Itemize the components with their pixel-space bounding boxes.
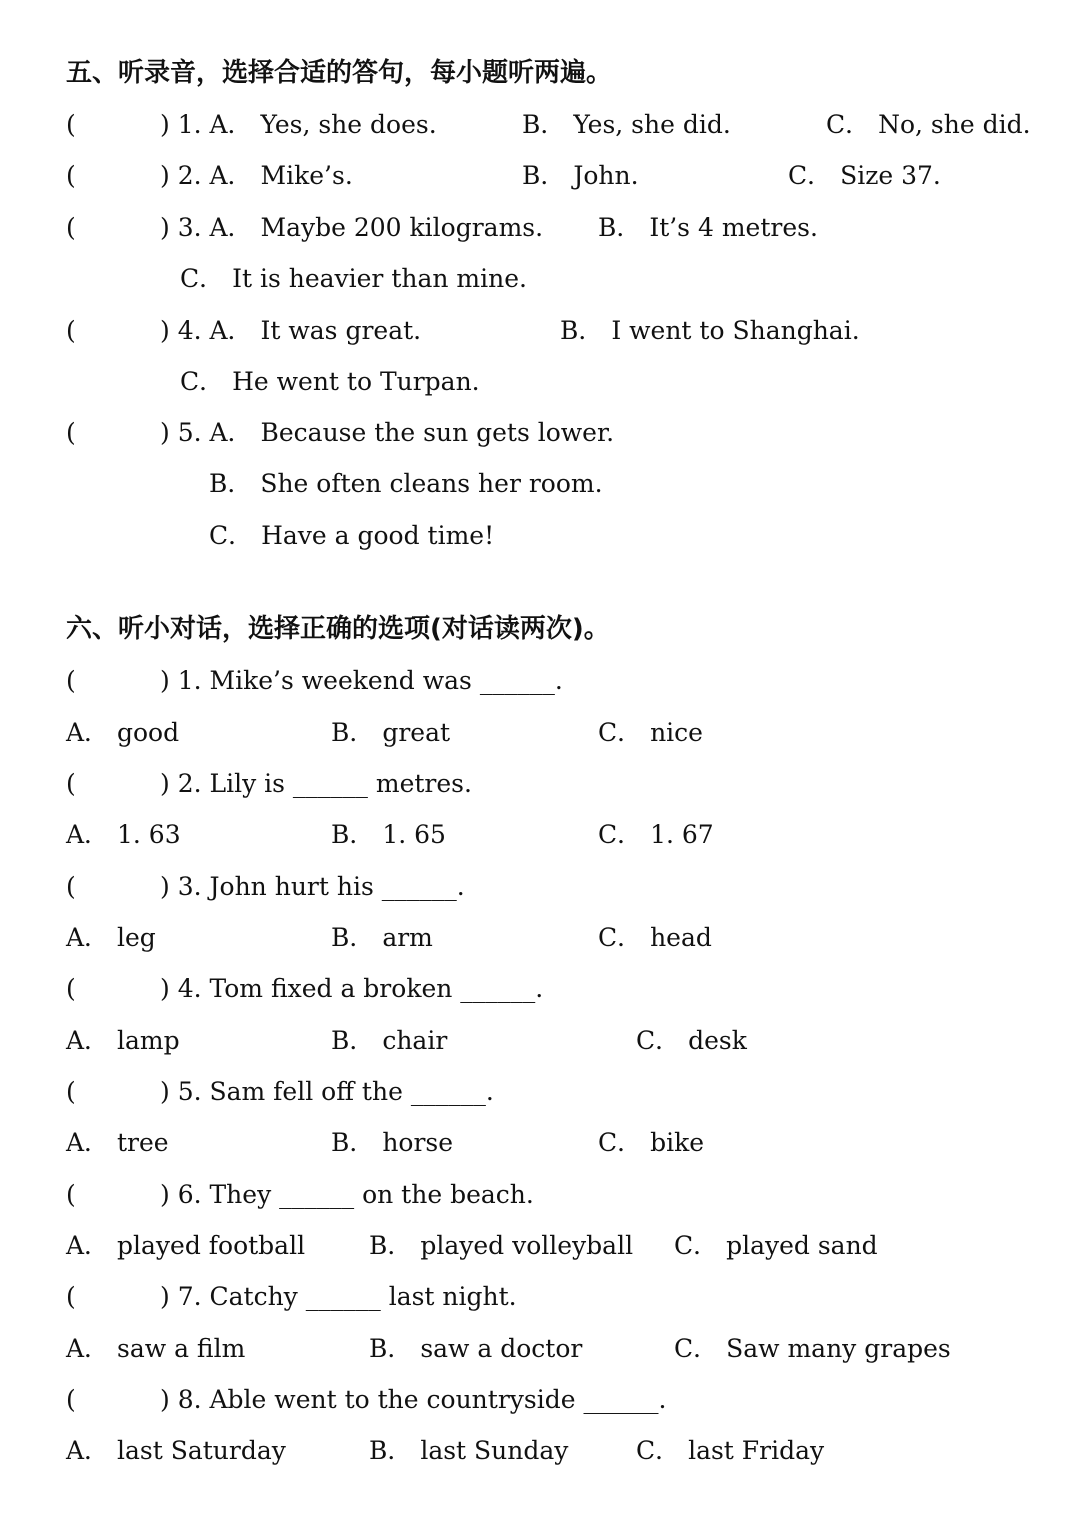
s5-q2-option-b: B． John. xyxy=(522,161,639,190)
s6-q1-text: ) 1. Mike’s weekend was ______. xyxy=(160,666,563,695)
s6-q1-option-b: B． great xyxy=(331,718,451,747)
s6-q7-option-a: A． saw a film xyxy=(66,1334,246,1363)
s6-q6-text: ) 6. They ______ on the beach. xyxy=(160,1180,534,1209)
s6-q4-option-c: C． desk xyxy=(636,1026,747,1055)
s6-q5-text: ) 5. Sam fell off the ______. xyxy=(160,1077,494,1106)
s6-q8-option-b: B． last Sunday xyxy=(369,1436,569,1465)
s6-q5-option-c: C． bike xyxy=(598,1128,705,1157)
s6-q8-text: ) 8. Able went to the countryside ______. xyxy=(160,1385,667,1414)
section6-heading: 六、听小对话，选择正确的选项(对话读两次)。 xyxy=(66,614,610,644)
s6-q4-option-a: A． lamp xyxy=(66,1026,180,1055)
s5-q3-option-c: C． It is heavier than mine. xyxy=(180,264,527,293)
s6-q8-option-a: A． last Saturday xyxy=(66,1436,286,1465)
s6-q7-option-b: B． saw a doctor xyxy=(369,1334,583,1363)
answer-paren: ( xyxy=(66,110,76,139)
answer-paren: ( xyxy=(66,1385,76,1414)
s5-q1-option-b: B． Yes, she did. xyxy=(522,110,731,139)
s5-q2-option-a: ) 2. A． Mike’s. xyxy=(160,161,353,190)
s6-q7-option-c: C． Saw many grapes xyxy=(674,1334,951,1363)
s6-q8-option-c: C． last Friday xyxy=(636,1436,825,1465)
s6-q4-option-b: B． chair xyxy=(331,1026,448,1055)
s6-q6-option-a: A． played football xyxy=(66,1231,306,1260)
answer-paren: ( xyxy=(66,1077,76,1106)
s5-q4-option-b: B． I went to Shanghai. xyxy=(560,316,860,345)
s6-q3-option-c: C． head xyxy=(598,923,712,952)
s5-q3-option-b: B． It’s 4 metres. xyxy=(598,213,818,242)
s6-q3-option-b: B． arm xyxy=(331,923,433,952)
answer-paren: ( xyxy=(66,213,76,242)
s5-q4-option-a: ) 4. A． It was great. xyxy=(160,316,422,345)
s5-q5-option-a: ) 5. A． Because the sun gets lower. xyxy=(160,418,615,447)
s6-q3-option-a: A． leg xyxy=(66,923,156,952)
s5-q4-option-c: C． He went to Turpan. xyxy=(180,367,480,396)
s6-q1-option-c: C． nice xyxy=(598,718,703,747)
s5-q5-option-c: C． Have a good time! xyxy=(209,521,495,550)
s6-q4-text: ) 4. Tom fixed a broken ______. xyxy=(160,974,544,1003)
s6-q2-option-c: C． 1. 67 xyxy=(598,820,714,849)
s6-q2-option-b: B． 1. 65 xyxy=(331,820,446,849)
s6-q2-text: ) 2. Lily is ______ metres. xyxy=(160,769,472,798)
s5-q3-option-a: ) 3. A． Maybe 200 kilograms. xyxy=(160,213,544,242)
section5-heading: 五、听录音，选择合适的答句，每小题听两遍。 xyxy=(66,58,613,88)
answer-paren: ( xyxy=(66,161,76,190)
s5-q1-option-a: ) 1. A． Yes, she does. xyxy=(160,110,437,139)
s6-q7-text: ) 7. Catchy ______ last night. xyxy=(160,1282,517,1311)
answer-paren: ( xyxy=(66,316,76,345)
answer-paren: ( xyxy=(66,769,76,798)
s5-q2-option-c: C． Size 37. xyxy=(788,161,941,190)
answer-paren: ( xyxy=(66,1180,76,1209)
s6-q3-text: ) 3. John hurt his ______. xyxy=(160,872,465,901)
s6-q5-option-b: B． horse xyxy=(331,1128,454,1157)
answer-paren: ( xyxy=(66,974,76,1003)
s5-q5-option-b: B． She often cleans her room. xyxy=(209,469,603,498)
answer-paren: ( xyxy=(66,666,76,695)
s6-q2-option-a: A． 1. 63 xyxy=(66,820,181,849)
s6-q5-option-a: A． tree xyxy=(66,1128,169,1157)
s6-q6-option-c: C． played sand xyxy=(674,1231,878,1260)
answer-paren: ( xyxy=(66,1282,76,1311)
s6-q1-option-a: A． good xyxy=(66,718,180,747)
answer-paren: ( xyxy=(66,418,76,447)
answer-paren: ( xyxy=(66,872,76,901)
s6-q6-option-b: B． played volleyball xyxy=(369,1231,634,1260)
s5-q1-option-c: C． No, she did. xyxy=(826,110,1031,139)
